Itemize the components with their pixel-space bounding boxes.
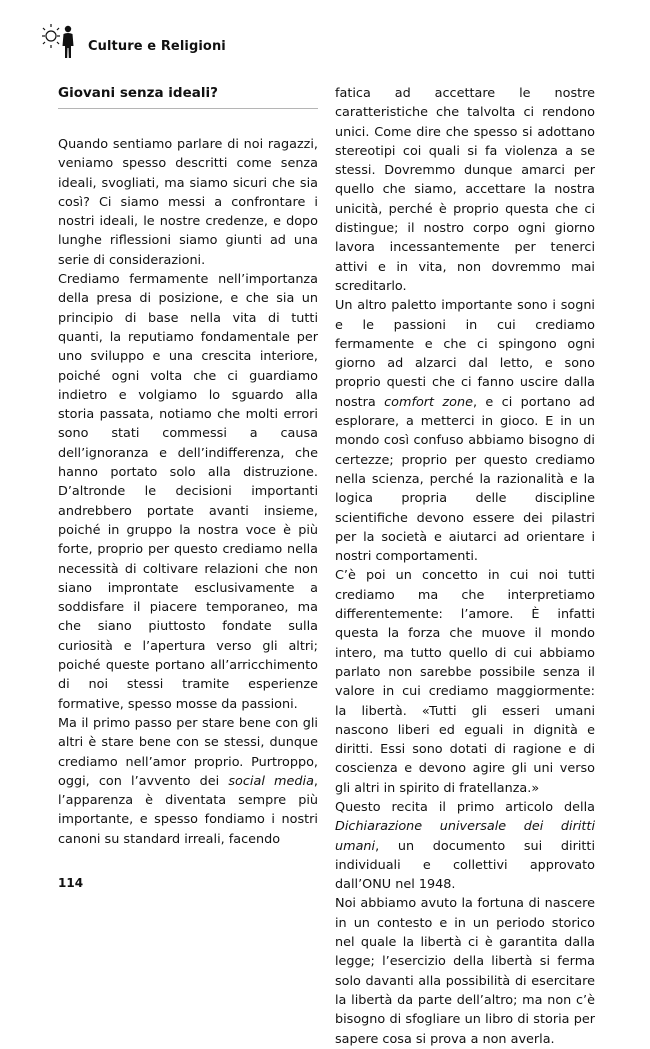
paragraph: Questo recita il primo articolo della Dichiarazione universale dei diritti umani, un documento sui diritti individuali e collettivi approvato dall’ONU nel 1948. [335,799,595,893]
page-header [40,22,226,62]
person-with-sun-icon [40,22,84,62]
paragraph: Quando sentiamo parlare di noi ragazzi, veniamo spesso descritti come senza ideali, svogliati, ma siamo sicuri che sia così? Ci siamo messi a confrontare i nostri ideali, le nostre credenze, e dopo lunghe riflessioni siamo giunti ad una serie di considerazioni. [58,137,318,268]
paragraph: C’è poi un concetto in cui noi tutti crediamo ma che interpretiamo differentemente: l’amore. È infatti questa la forza che muove il mondo intero, ma tutto quello di cui abbiamo parlato non sarebbe possibile senza il valore in cui crediamo maggiormente: la libertà. «Tutti gli esseri umani nascono liberi ed eguali in dignità e diritti. Essi sono dotati di ragione e di coscienza e devono agire gli uni verso gli altri in spirito di fratellanza.» [335,568,595,796]
paragraph-continued: fatica ad accettare le nostre caratteristiche che talvolta ci rendono unici. Come dire che spesso si adottano stereotipi coi quali si fa violenza a se stessi. Dovremmo dunque amarci per quello che siamo, accettare la nostra unicità, perché è proprio questa che ci distingue; il nostro corpo ogni giorno lavora incessantemente per tenerci attivi e in vita, non dovremmo mai screditarlo. [335,86,595,294]
paragraph: Noi abbiamo avuto la fortuna di nascere in un contesto e in un periodo storico nel quale la libertà ci è garantita dalla legge; l’esercizio della libertà si ferma solo davanti alla possibilità di esercitare la libertà da parte dell’altro; ma non c’è bisogno di sfogliare un libro di storia per sapere cosa si prova a non averla. [335,896,595,1047]
paragraph: Crediamo fermamente nell’importanza della presa di posizione, e che sia un principio di base nella vita di tutti quanti, la reputiamo fondamentale per uno sviluppo e una crescita interiore, poiché ogni volta che ci guardiamo indietro e volgiamo lo sguardo alla storia passata, notiamo che molti errori sono stati commessi a causa dell’ignoranza e dell’indifferenza, che hanno portato solo alla distruzione. D’altronde le decisioni importanti andrebbero portate avanti insieme, poiché in gruppo la nostra voce è più forte, proprio per questo crediamo nella necessità di coltivare relazioni che non siano improntate esclusivamente a soddisfare il piacere temporaneo, ma che siano piuttosto fondate sulla curiosità e l’apertura verso gli altri; poiché queste portano all’arricchimento di noi stessi tramite esperienze formative, spesso mosse da passioni. [58,272,318,712]
page-number: 114 [58,876,84,890]
article-title: Giovani senza ideali? [58,84,318,109]
paragraph: Un altro paletto importante sono i sogni e le passioni in cui crediamo fermamente e che ci spingono ogni giorno ad alzarci dal letto, e sono proprio questi che ci fanno uscire dalla nostra comfort zone, e ci portano ad esplorare, a metterci in gioco. E in un mondo così confuso abbiamo bisogno di certezze; proprio per questo crediamo nella scienza, perché la razionalità e la logica propria delle discipline scientifiche devono essere dei pilastri per la società e aiutarci ad orientare i nostri comportamenti. [335,298,595,565]
article-column-left [58,84,318,849]
section-title: Culture e Religioni [88,38,226,54]
paragraph: Ma il primo passo per stare bene con gli altri è stare bene con se stessi, dunque crediamo nell’amor proprio. Purtroppo, oggi, con l’avvento dei social media, l’apparenza è diventata sempre più importante, e spesso fondiamo i nostri canoni su standard irreali, facendo [58,715,318,847]
article-column-right [335,84,595,1049]
